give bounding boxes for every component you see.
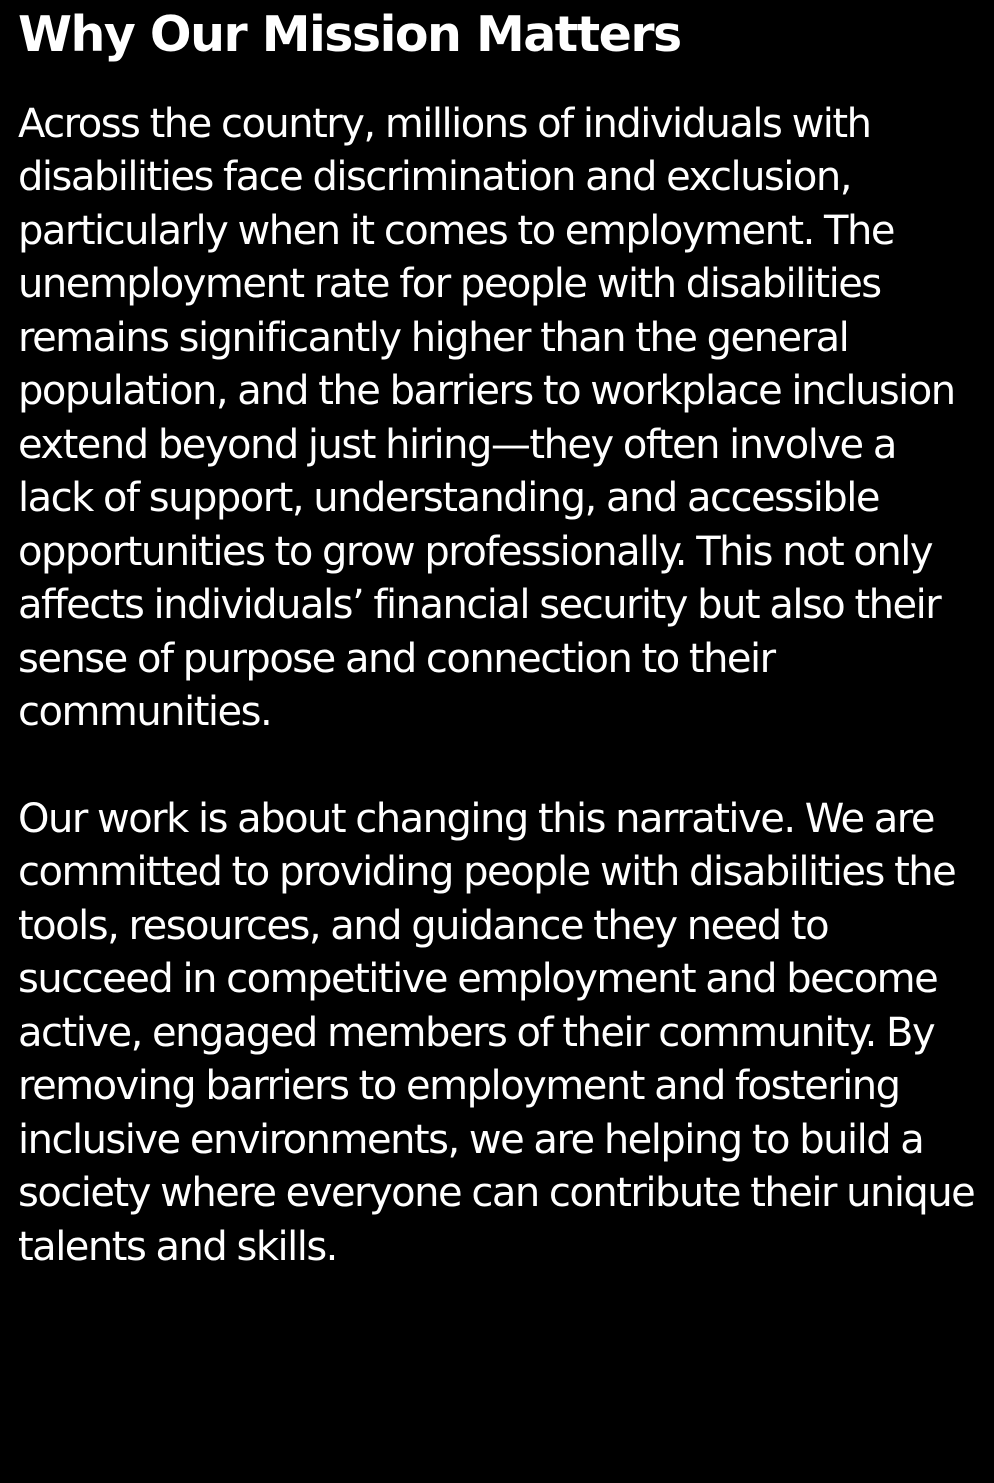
mission-paragraph-1: Across the country, millions of individuals with disabilities face discrimination and exclusion, particularly when it comes to employment. The unemployment rate for people with disabilities remains significantly higher than the general population, and the barriers to workplace inclusion extend beyond just hiring—they often involve a lack of support, understanding, and accessible opportunities to grow professionally. This not only affects individuals’ financial security but also their sense of purpose and connection to their communities. (18, 100, 955, 736)
section-title: Why Our Mission Matters (18, 6, 681, 63)
mission-paragraph-2: Our work is about changing this narrative. We are committed to providing people with disabilities the tools, resources, and guidance they need to succeed in competitive employment and become active, engaged members of their community. By removing barriers to employment and fostering inclusive environments, we are helping to build a society where everyone can contribute their unique talents and skills. (18, 795, 975, 1270)
